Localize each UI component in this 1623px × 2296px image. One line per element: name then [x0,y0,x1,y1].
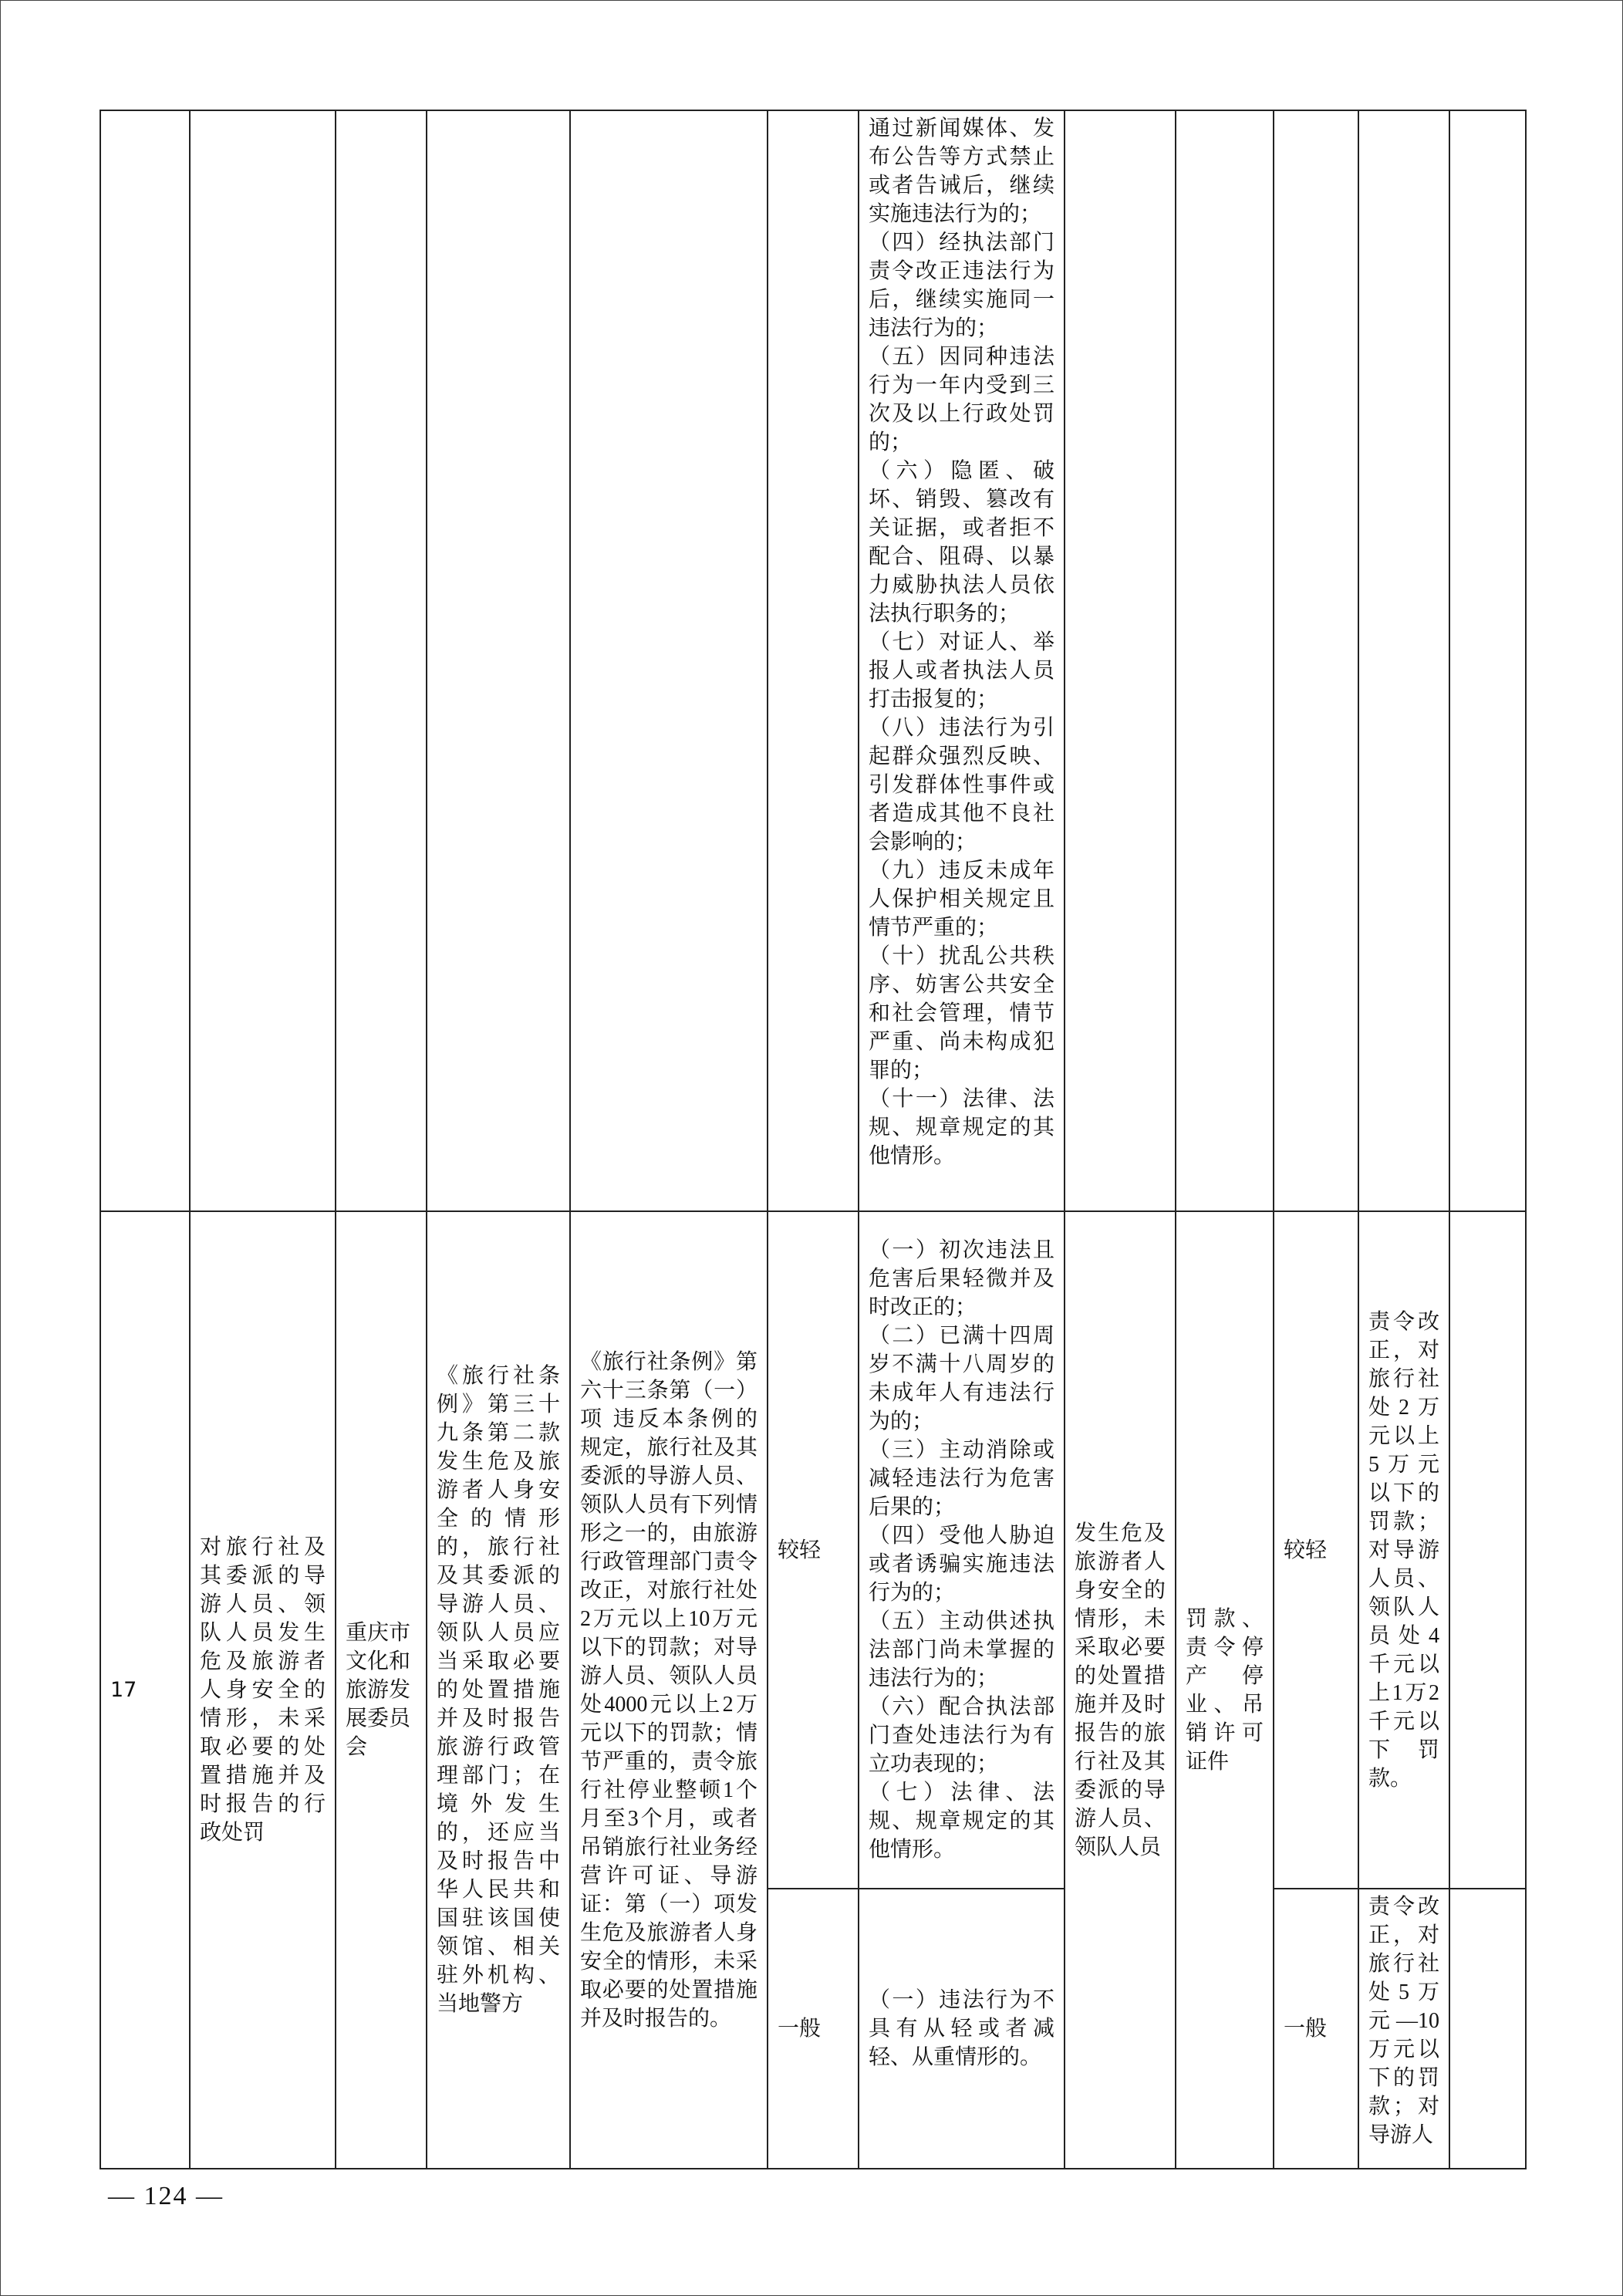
circumstance-line: （九）违反未成年人保护相关规定且情节严重的； [869,859,1054,940]
cell-level: 一般 [768,1889,859,2169]
penalty-standard-table [100,110,1527,2169]
cell-empty [570,110,768,1211]
cell-item: 对旅行社及其委派的导游人员、领队人员发生危及旅游者人身安全的情形，未采取必要的处置措施并及时报告的行政处罚 [190,1211,336,2169]
cell-empty [427,110,570,1211]
cell-empty [1449,110,1526,1211]
cell-empty [336,110,427,1211]
circumstance-line: （五）主动供述执法部门尚未掌握的违法行为的； [869,1609,1054,1690]
cell-empty [1065,110,1176,1211]
cell-circumstances [859,110,1065,1211]
cell-circumstances [859,1211,1065,1889]
cell-level-repeat: 一般 [1274,1889,1358,2169]
cell-basis-penalty: 《旅行社条例》第六十三条第（一）项 违反本条例的规定，旅行社及其委派的导游人员、领队人员有下列情形之一的，由旅游行政管理部门责令改正，对旅行社处2万元以上10万元以下的罚款；对导游人员、领队人员处4000元以上2万元以下的罚款；情节严重的，责令旅行社停业整顿1个月至3个月，或者吊销旅行社业务经营许可证、导游证：第（一）项发生危及旅游者人身安全的情形，未采取必要的处置措施并及时报告的。 [570,1211,768,2169]
cell-basis-violation: 《旅行社条例》第三十九条第二款发生危及旅游者人身安全的情形的，旅行社及其委派的导游人员、领队人员应当采取必要的处置措施并及时报告旅游行政管理部门；在境外发生的，还应当及时报告中华人民共和国驻该国使领馆、相关驻外机构、当地警方 [427,1211,570,2169]
circumstance-line: （七）法律、法规、规章规定的其他情形。 [869,1781,1054,1862]
cell-circumstances [859,1889,1065,2169]
cell-standard: 责令改正，对旅行社处5万元—10万元以下的罚款；对导游人 [1358,1889,1449,2169]
circumstance-line: （八）违法行为引起群众强烈反映、引发群体性事件或者造成其他不良社会影响的； [869,716,1054,854]
cell-level-repeat: 较轻 [1274,1211,1358,1889]
circumstance-line: （一）初次违法且危害后果轻微并及时改正的； [869,1238,1054,1319]
table-row-continued [100,110,1526,1211]
cell-empty [768,110,859,1211]
circumstance-line: （二）已满十四周岁不满十八周岁的未成年人有违法行为的； [869,1324,1054,1433]
cell-empty [1358,110,1449,1211]
circumstance-line: （四）受他人胁迫或者诱骗实施违法行为的； [869,1524,1054,1605]
circumstance-line: （六）配合执法部门查处违法行为有立功表现的； [869,1695,1054,1776]
circumstance-line: （五）因同种违法行为一年内受到三次及以上行政处罚的； [869,345,1054,454]
circumstance-line: （十）扰乱公共秩序、妨害公共安全和社会管理，情节严重、尚未构成犯罪的； [869,944,1054,1082]
cell-empty [1449,1889,1526,2169]
cell-level: 较轻 [768,1211,859,1889]
cell-standard: 责令改正，对旅行社处2万元以上5万元以下的罚款；对导游人员、领队人员处4千元以上1万2千元以下罚款。 [1358,1211,1449,1889]
cell-empty [1274,110,1358,1211]
circumstance-line: （一）违法行为不具有从轻或者减轻、从重情形的。 [869,1988,1054,2069]
cell-empty [190,110,336,1211]
cell-penalty-types: 罚款、责令停产停业、吊销许可证件 [1176,1211,1274,2169]
page-number: — 124 — [108,2182,224,2210]
circumstance-line: （三）主动消除或减轻违法行为危害后果的； [869,1438,1054,1519]
circumstance-line: （六）隐匿、破坏、销毁、篡改有关证据，或者拒不配合、阻碍、以暴力威胁执法人员依法执行职务的； [869,459,1054,626]
circumstance-line: （十一）法律、法规、规章规定的其他情形。 [869,1087,1054,1168]
circumstance-line: （四）经执法部门责令改正违法行为后，继续实施同一违法行为的； [869,231,1054,340]
circumstance-line: 通过新闻媒体、发布公告等方式禁止或者告诫后，继续实施违法行为的； [869,116,1054,226]
cell-empty [100,110,190,1211]
circumstance-line: （七）对证人、举报人或者执法人员打击报复的； [869,630,1054,711]
cell-number: 17 [100,1211,190,2169]
table-row-17-light [100,1211,1526,1889]
cell-authority: 重庆市文化和旅游发展委员会 [336,1211,427,2169]
cell-empty [1176,110,1274,1211]
cell-violation-facts: 发生危及旅游者人身安全的情形，未采取必要的处置措施并及时报告的旅行社及其委派的导游人员、领队人员 [1065,1211,1176,2169]
cell-empty [1449,1211,1526,1889]
